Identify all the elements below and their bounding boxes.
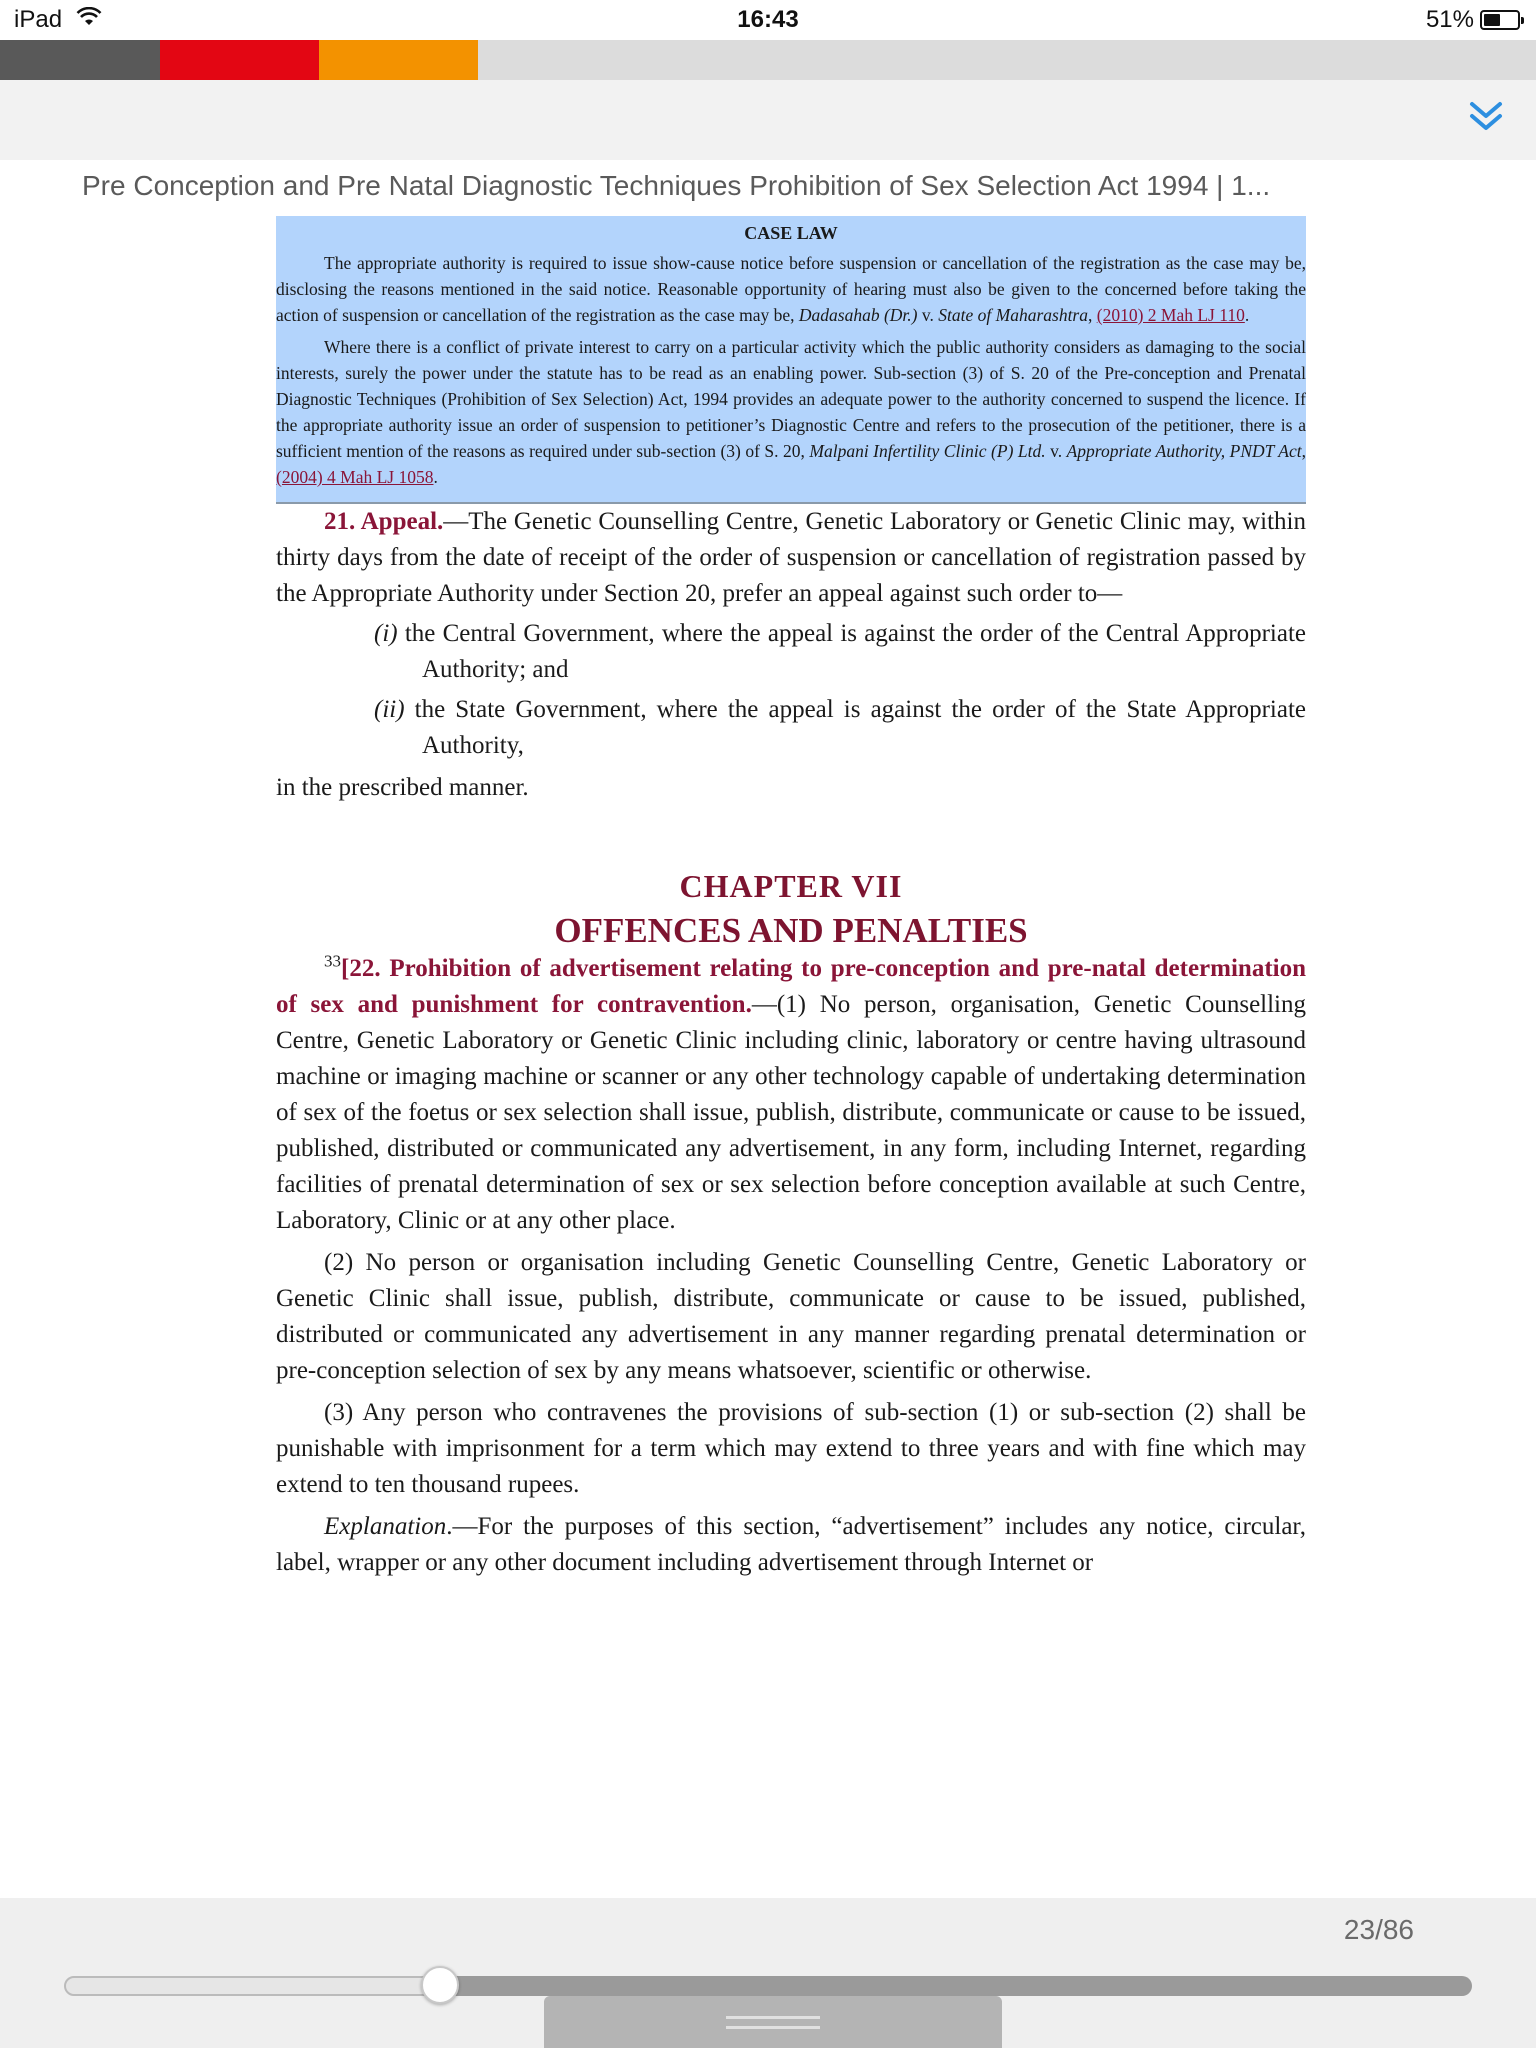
section-21-paragraph: 21. Appeal.—The Genetic Counselling Centre, Genetic Laboratory or Genetic Clinic may, within thirty days from the date of receipt of the order of suspension or cancellation of registration passed by the Appropriate Authority under Section 20, prefer an appeal against such order to—: [276, 508, 1306, 607]
chapter-heading: [276, 868, 1306, 951]
clock: 16:43: [737, 6, 799, 33]
status-bar: [0, 0, 1536, 40]
double-chevron-down-icon[interactable]: [1464, 94, 1508, 138]
section-22-paragraph-1: $^{33}$[22. Prohibition of advertisement relating to pre-conception and pre-natal determination of sex and punishment for contravention.—(1) No person, organisation, Genetic Counselling Centre, Genetic Laboratory or Genetic Clinic including clinic, laboratory or centre having ultrasound machine or imaging machine or scanner or any other technology capable of undertaking determination of sex of the foetus or sex selection shall issue, publish, distribute, communicate or cause to be issued, published, distributed or communicated any advertisement, in any form, including Internet, regarding facilities of prenatal determination of sex or sex selection before conception available at such Centre, Laboratory, Clinic or at any other place.: [276, 951, 1306, 1234]
case-law-paragraph: The appropriate authority is required to issue show-cause notice before suspension or cancellation of the registration as the case may be, disclosing the reasons mentioned in the said notice. Reasonable opportunity of hearing must also be given to the concerned before taking the action of suspension or cancellation of the registration as the case may be, Dadasahab (Dr.) v. State of Maharashtra, (2010) 2 Mah LJ 110.: [276, 253, 1306, 325]
section-22-paragraph-3: (3) Any person who contravenes the provisions of sub-section (1) or sub-section (2) shall be punishable with imprisonment for a term which may extend to three years and with fine which may extend to ten thousand rupees.: [276, 1399, 1306, 1498]
section-22-title: [22. Prohibition of advertisement relating to pre-conception and pre-natal determination of sex and punishment for contravention.: [276, 955, 1306, 1018]
tab-orange[interactable]: [319, 40, 478, 80]
case-law-heading: CASE LAW: [744, 223, 838, 243]
section-21-closing: in the prescribed manner.: [276, 774, 529, 801]
document-page: [276, 216, 1306, 1581]
citation-link[interactable]: (2010) 2 Mah LJ 110: [1096, 305, 1245, 325]
tab-dark-gray[interactable]: [0, 40, 160, 80]
slider-thumb[interactable]: [421, 1966, 459, 2004]
footnote-marker[interactable]: 33: [324, 951, 341, 971]
section-21-title: 21. Appeal.: [324, 508, 444, 535]
section-22: [276, 951, 1306, 1581]
grip-line-icon: [726, 2016, 820, 2019]
chapter-number: CHAPTER VII: [679, 868, 903, 904]
citation-link[interactable]: (2004) 4 Mah LJ 1058: [276, 467, 434, 487]
clause-ii: (ii) the State Government, where the appeal is against the order of the State Appropriate Authority,: [374, 696, 1306, 759]
bottom-bar: [0, 1898, 1536, 2048]
reader-toolbar: [0, 80, 1536, 160]
battery-icon: [1480, 10, 1520, 30]
grip-line-icon: [726, 2026, 820, 2029]
document-title: Pre Conception and Pre Natal Diagnostic Techniques Prohibition of Sex Selection Act 1994 | 1...: [82, 170, 1271, 201]
section-22-explanation: Explanation.—For the purposes of this section, “advertisement” includes any notice, circular, label, wrapper or any other document including advertisement through Internet or: [276, 1513, 1306, 1576]
color-tab-strip: [0, 40, 1536, 80]
clause-i: (i) the Central Government, where the appeal is against the order of the Central Appropriate Authority; and: [374, 620, 1306, 683]
tab-red[interactable]: [160, 40, 319, 80]
page-indicator: 23/86: [1343, 1914, 1414, 1945]
case-law-paragraph: Where there is a conflict of private interest to carry on a particular activity which the public authority considers as damaging to the social interests, surely the power under the statute has to be read as an enabling power. Sub-section (3) of S. 20 of the Pre-conception and Prenatal Diagnostic Techniques (Prohibition of Sex Selection) Act, 1994 provides an adequate power to the authority concerned to suspend the licence. If the appropriate authority issue an order of suspension to petitioner’s Diagnostic Centre and refers to the prosecution of the petitioner, there is a sufficient mention of the reasons as required under sub-section (3) of S. 20, Malpani Infertility Clinic (P) Ltd. v. Appropriate Authority, PNDT Act, (2004) 4 Mah LJ 1058.: [276, 337, 1306, 487]
case-law-box: [276, 216, 1306, 504]
battery-percent: 51%: [1425, 6, 1474, 33]
status-right: [1426, 6, 1520, 34]
chapter-title: OFFENCES AND PENALTIES: [554, 911, 1028, 950]
slider-track-remaining[interactable]: [440, 1976, 1472, 1996]
device-name: iPad: [14, 6, 63, 33]
slider-track-read[interactable]: [64, 1976, 440, 1996]
drawer-handle[interactable]: [544, 1996, 1002, 2048]
section-21: [276, 504, 1306, 806]
section-22-paragraph-2: (2) No person or organisation including Genetic Counselling Centre, Genetic Laboratory or Genetic Clinic shall issue, publish, distribute, communicate or cause to be issued, published, distributed or communicated any advertisement in any manner regarding prenatal determination or pre-conception selection of sex by any means whatsoever, scientific or otherwise.: [276, 1249, 1306, 1384]
page-slider[interactable]: [64, 1976, 1472, 1996]
